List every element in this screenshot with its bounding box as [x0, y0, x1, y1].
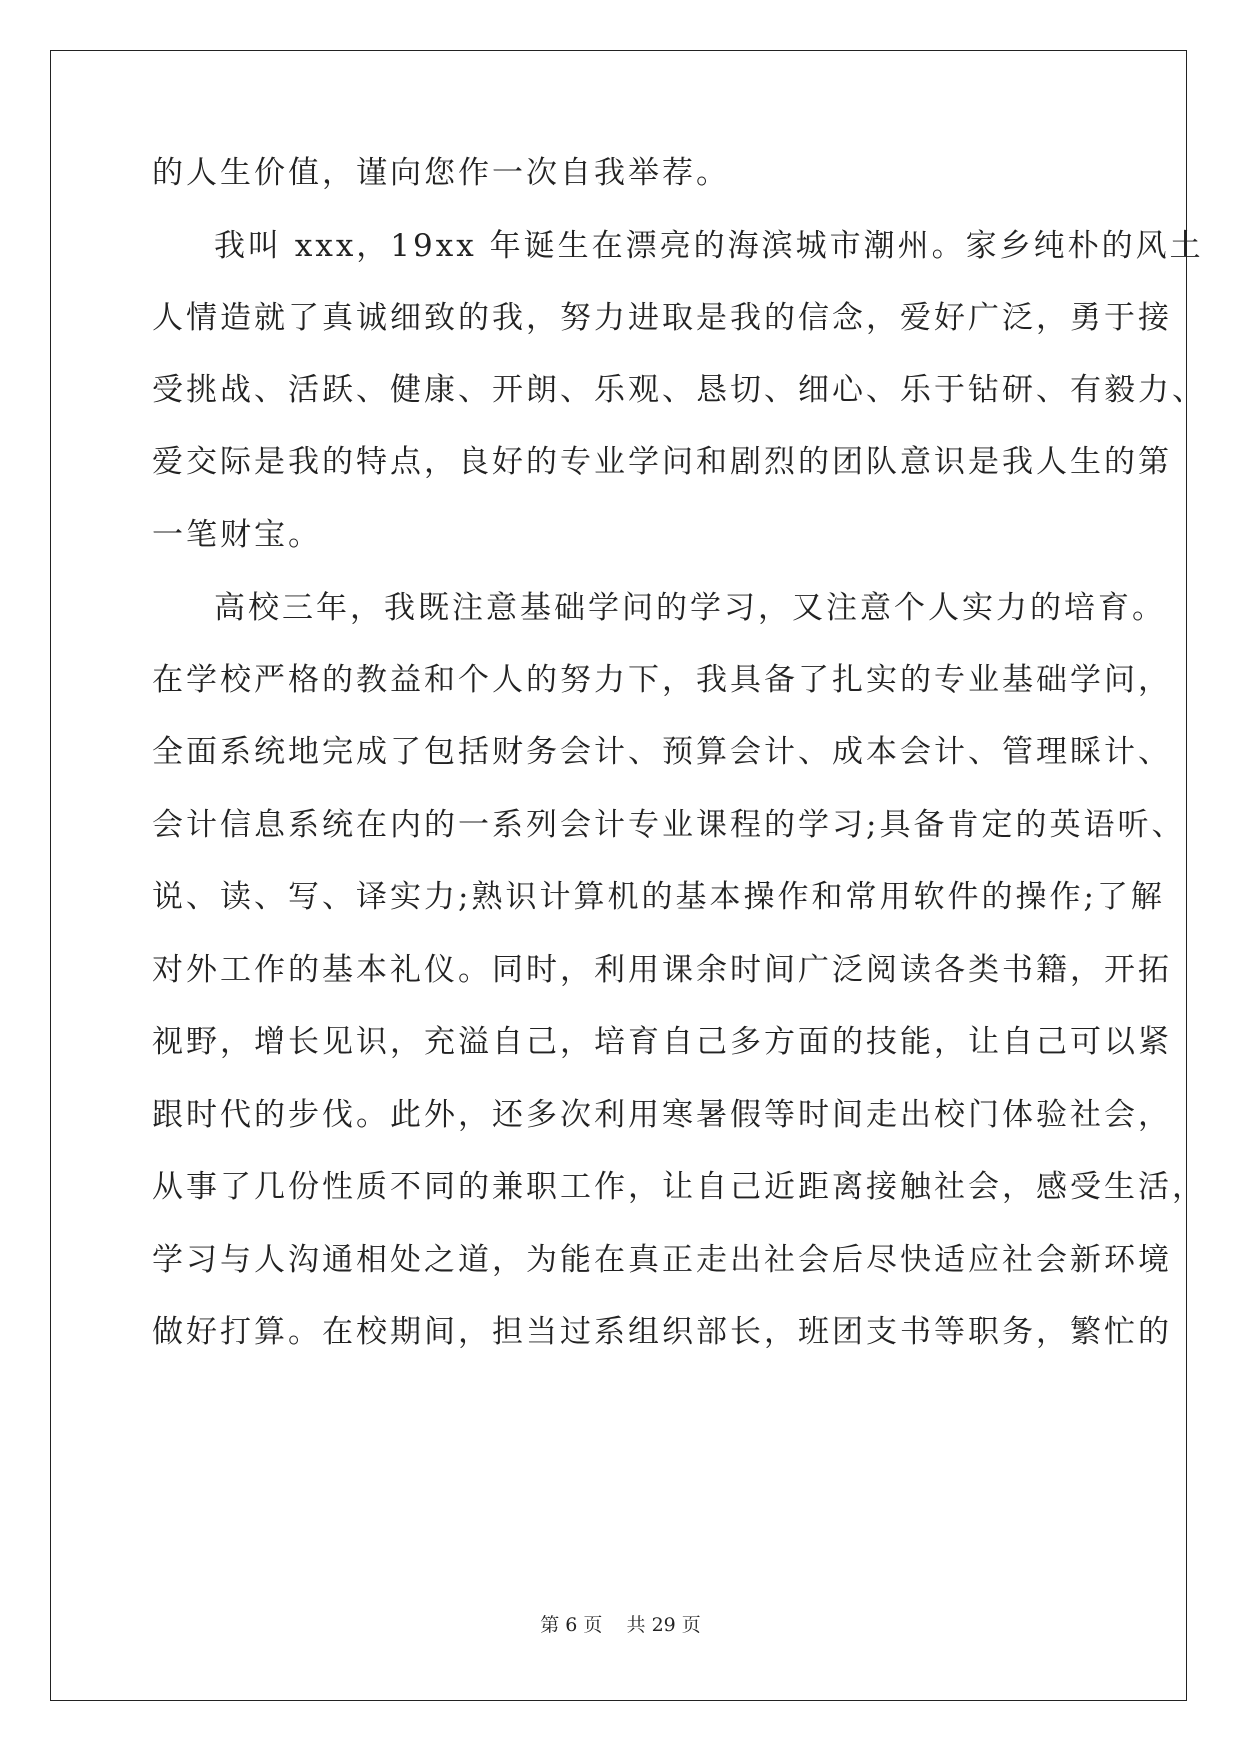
- text-line: 受挑战、活跃、健康、开朗、乐观、恳切、细心、乐于钻研、有毅力、: [152, 372, 1206, 408]
- text-line: 做好打算。在校期间，担当过系组织部长，班团支书等职务，繁忙的: [152, 1314, 1172, 1350]
- text-line: 在学校严格的教益和个人的努力下，我具备了扎实的专业基础学问，: [152, 662, 1172, 698]
- text-line: 对外工作的基本礼仪。同时，利用课余时间广泛阅读各类书籍，开拓: [152, 952, 1172, 988]
- page-number-footer: 第 6 页 共 29 页: [540, 1614, 701, 1636]
- text-line: 我叫 xxx，19xx 年诞生在漂亮的海滨城市潮州。家乡纯朴的风土: [214, 228, 1204, 264]
- text-line: 从事了几份性质不同的兼职工作，让自己近距离接触社会，感受生活，: [152, 1169, 1206, 1205]
- text-line: 的人生价值，谨向您作一次自我举荐。: [152, 155, 730, 191]
- text-line: 视野，增长见识，充溢自己，培育自己多方面的技能，让自己可以紧: [152, 1024, 1172, 1060]
- text-line: 说、读、写、译实力;熟识计算机的基本操作和常用软件的操作;了解: [152, 879, 1165, 915]
- text-line: 爱交际是我的特点，良好的专业学问和剧烈的团队意识是我人生的第: [152, 444, 1172, 480]
- text-line: 学习与人沟通相处之道，为能在真正走出社会后尽快适应社会新环境: [152, 1242, 1172, 1278]
- text-line: 会计信息系统在内的一系列会计专业课程的学习;具备肯定的英语听、: [152, 807, 1186, 843]
- text-line: 高校三年，我既注意基础学问的学习，又注意个人实力的培育。: [214, 590, 1166, 626]
- text-line: 一笔财宝。: [152, 517, 322, 553]
- text-line: 跟时代的步伐。此外，还多次利用寒暑假等时间走出校门体验社会，: [152, 1097, 1172, 1133]
- text-line: 全面系统地完成了包括财务会计、预算会计、成本会计、管理睬计、: [152, 734, 1172, 770]
- text-line: 人情造就了真诚细致的我，努力进取是我的信念，爱好广泛，勇于接: [152, 300, 1172, 336]
